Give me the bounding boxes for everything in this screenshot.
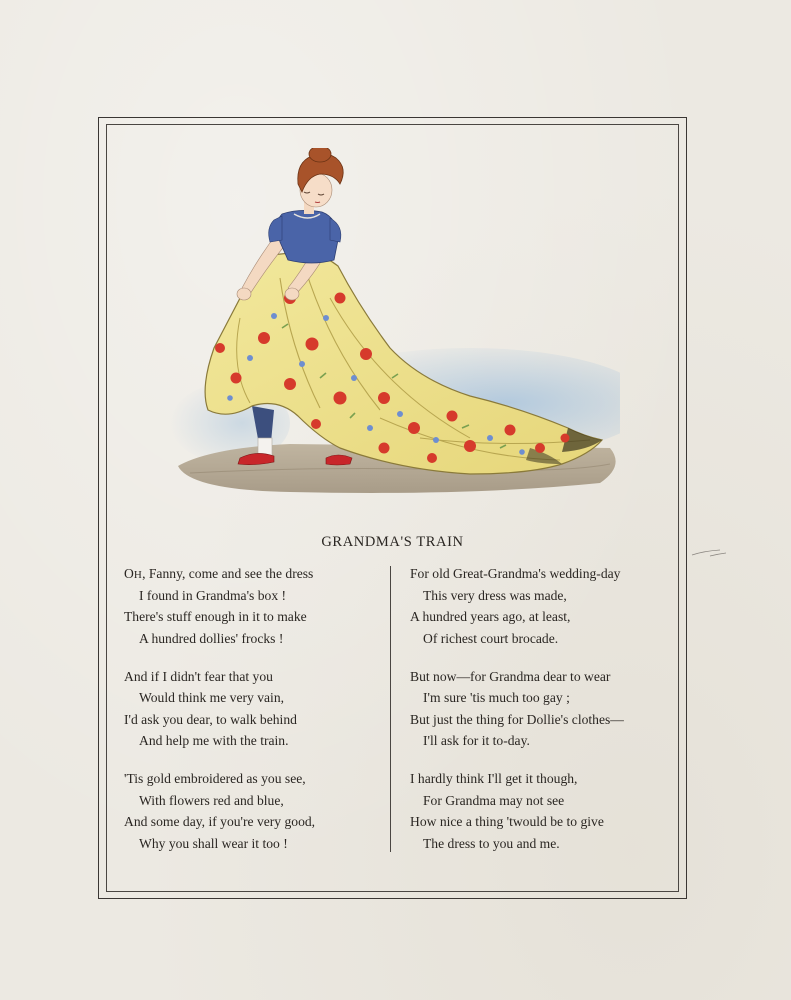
poem-line: A hundred dollies' frocks !	[139, 630, 284, 646]
poem-line: And if I didn't fear that you	[124, 668, 273, 684]
poem-line: Would think me very vain,	[139, 690, 285, 705]
poem-line: But just the thing for Dollie's clothes—	[410, 711, 624, 727]
poem-line: With flowers red and blue,	[139, 792, 284, 808]
poem-line	[124, 563, 386, 585]
poem-line: But now—for Grandma dear to wear	[410, 668, 611, 684]
poem-line: The dress to you and me.	[423, 835, 560, 851]
stanza	[410, 563, 680, 649]
poem-left-column	[124, 563, 386, 871]
poem-line: A hundred years ago, at least,	[410, 609, 571, 624]
poem-line: This very dress was made,	[423, 587, 567, 603]
poem-line: And some day, if you're very good,	[124, 814, 316, 829]
stanza	[124, 666, 386, 752]
poem-line: Why you shall wear it too !	[139, 835, 288, 851]
poem-line: And help me with the train.	[139, 733, 289, 748]
poem-right-column	[410, 563, 680, 871]
stanza	[124, 563, 386, 649]
poem-line: For Grandma may not see	[423, 792, 565, 808]
poem-line: I'll ask for it to-day.	[423, 733, 530, 748]
poem-line: How nice a thing 'twould be to give	[410, 814, 604, 829]
poem-line: There's stuff enough in it to make	[124, 609, 307, 624]
poem-line: Of richest court brocade.	[423, 630, 559, 646]
stanza	[124, 768, 386, 854]
shoe-right	[326, 455, 352, 465]
poem-title: GRANDMA'S TRAIN	[321, 534, 464, 550]
poem-line: For old Great-Grandma's wedding-day	[410, 566, 621, 581]
poem-line-lead: OH	[124, 566, 143, 581]
poem-line: I'd ask you dear, to walk behind	[124, 711, 297, 727]
stanza	[410, 768, 680, 854]
column-divider	[390, 566, 391, 852]
poem-line: I'm sure 'tis much too gay ;	[423, 690, 570, 705]
poem-line-text: , Fanny, come and see the dress	[142, 566, 314, 581]
stray-pencil-mark	[690, 548, 730, 558]
poem-line: 'Tis gold embroidered as you see,	[124, 771, 306, 786]
girl-in-long-flowered-dress-icon	[170, 148, 620, 498]
poem-line: I hardly think I'll get it though,	[410, 771, 578, 786]
stanza	[410, 666, 680, 752]
poem-line: I found in Grandma's box !	[139, 587, 287, 603]
